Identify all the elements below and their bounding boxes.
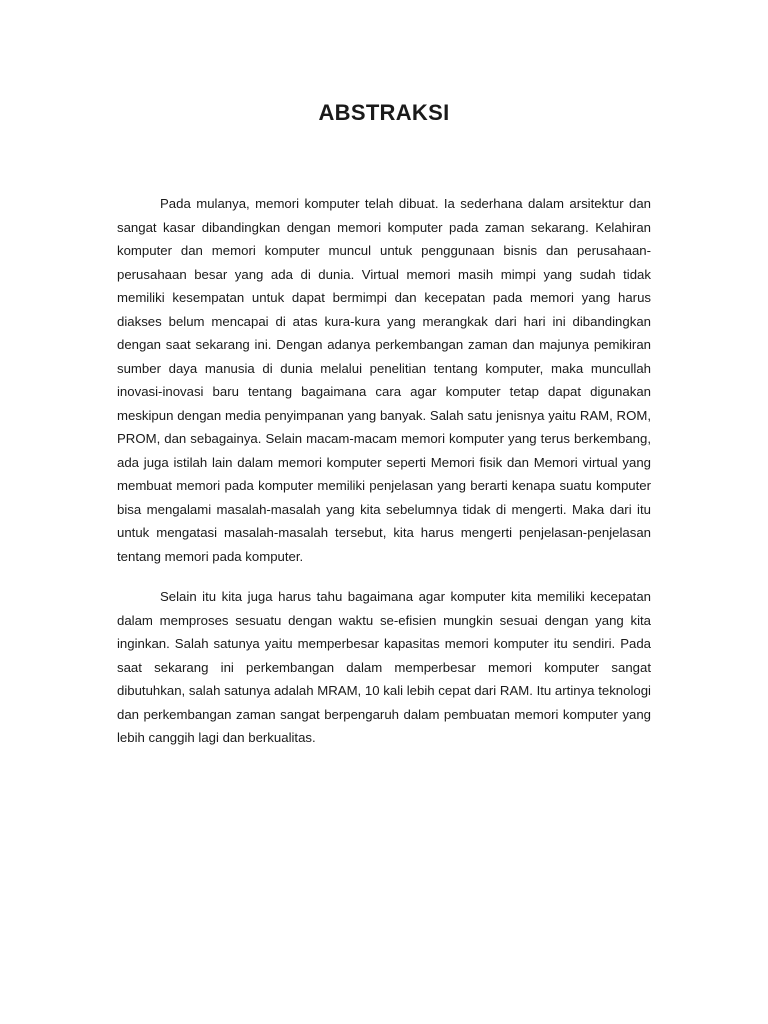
paragraph-1: Pada mulanya, memori komputer telah dibuat. Ia sederhana dalam arsitektur dan sangat kasar dibandingkan dengan memori komputer pada zaman sekarang. Kelahiran komputer dan memori komputer muncul untuk penggunaan bisnis dan perusahaan-perusahaan besar yang ada di dunia. Virtual memori masih mimpi yang sudah tidak memiliki kesempatan untuk dapat bermimpi dan kecepatan pada memori yang harus diakses belum mencapai di atas kura-kura yang merangkak dari hari ini dibandingkan dengan saat sekarang ini. Dengan adanya perkembangan zaman dan majunya pemikiran sumber daya manusia di dunia melalui penelitian tentang komputer, maka muncullah inovasi-inovasi baru tentang bagaimana cara agar komputer tetap dapat digunakan meskipun dengan media penyimpanan yang banyak. Salah satu jenisnya yaitu RAM, ROM, PROM, dan sebagainya. Selain macam-macam memori komputer yang terus berkembang, ada juga istilah lain dalam memori komputer seperti Memori fisik dan Memori virtual yang membuat memori pada komputer memiliki penjelasan yang berarti kenapa suatu komputer bisa mengalami masalah-masalah yang kita sebelumnya tidak di mengerti. Maka dari itu untuk mengatasi masalah-masalah tersebut, kita harus mengerti penjelasan-penjelasan tentang memori pada komputer. xyxy=(117,196,651,564)
paragraph-2: Selain itu kita juga harus tahu bagaimana agar komputer kita memiliki kecepatan dalam memproses sesuatu dengan waktu se-efisien mungkin sesuai dengan yang kita inginkan. Salah satunya yaitu memperbesar kapasitas memori komputer itu sendiri. Pada saat sekarang ini perkembangan dalam memperbesar memori komputer sangat dibutuhkan, salah satunya adalah MRAM, 10 kali lebih cepat dari RAM. Itu artinya teknologi dan perkembangan zaman sangat berpengaruh dalam pembuatan memori komputer yang lebih canggih lagi dan berkualitas. xyxy=(117,589,651,745)
document-body xyxy=(117,192,651,750)
document-title: ABSTRAKSI xyxy=(318,100,450,125)
